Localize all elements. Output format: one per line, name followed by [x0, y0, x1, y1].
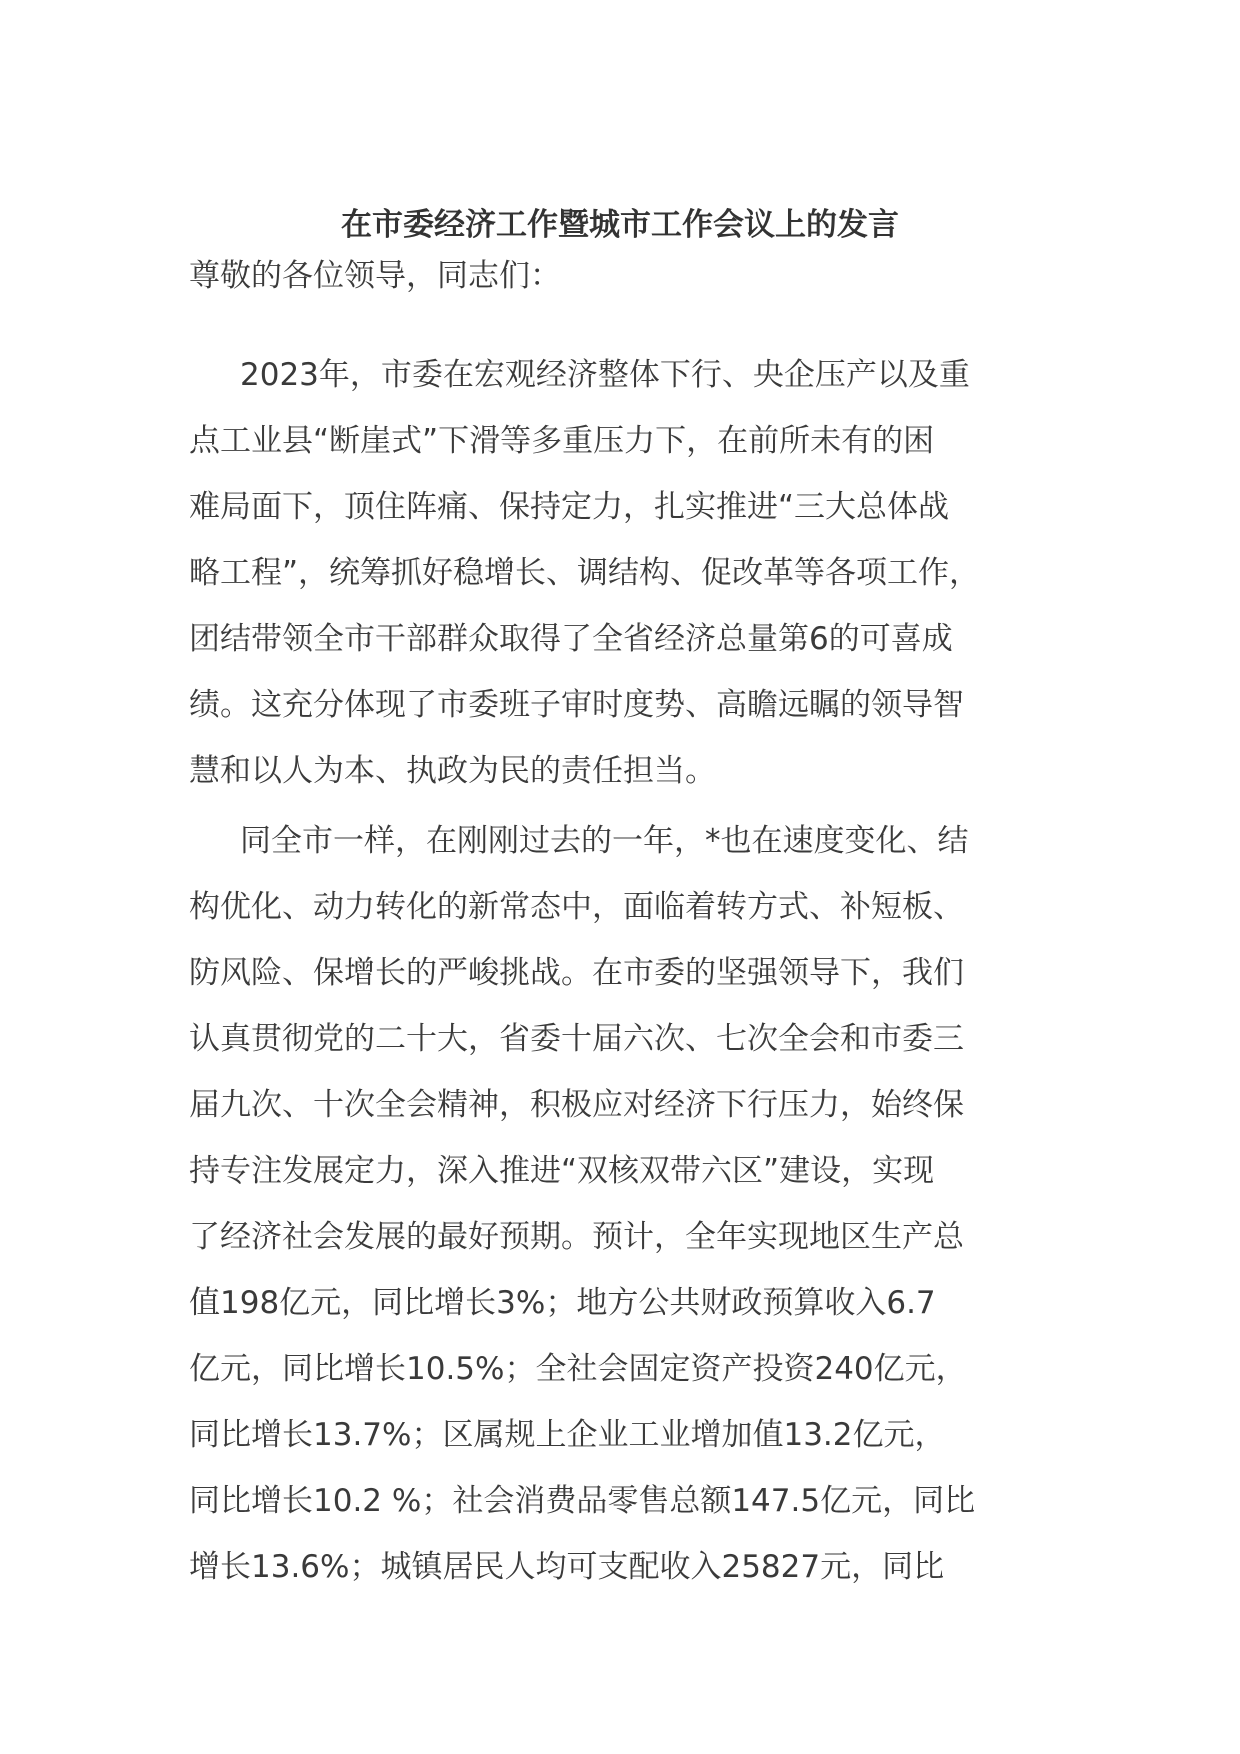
paragraph-line: 点工业县“断崖式”下滑等多重压力下，在前所未有的困 — [189, 423, 935, 459]
paragraph-line: 防风险、保增长的严峻挑战。在市委的坚强领导下，我们 — [189, 955, 964, 991]
paragraph-line: 了经济社会发展的最好预期。预计，全年实现地区生产总 — [189, 1219, 964, 1255]
paragraph-line: 构优化、动力转化的新常态中，面临着转方式、补短板、 — [189, 889, 964, 925]
salutation — [189, 243, 1064, 309]
paragraph-line: 略工程”，统筹抓好稳增长、调结构、促改革等各项工作， — [189, 555, 981, 591]
paragraph-1 — [189, 342, 1064, 804]
paragraph-line: 值198亿元，同比增长3%；地方公共财政预算收入6.7 — [189, 1285, 936, 1321]
paragraph-line: 难局面下，顶住阵痛、保持定力，扎实推进“三大总体战 — [189, 489, 950, 525]
paragraph-line: 增长13.6%；城镇居民人均可支配收入25827元，同比 — [189, 1549, 945, 1585]
paragraph-line: 团结带领全市干部群众取得了全省经济总量第6的可喜成 — [189, 621, 953, 657]
paragraph-line: 同全市一样，在刚刚过去的一年，*也在速度变化、结 — [240, 823, 969, 859]
paragraph-line: 届九次、十次全会精神，积极应对经济下行压力，始终保 — [189, 1087, 964, 1123]
paragraph-line: 亿元，同比增长10.5%；全社会固定资产投资240亿元， — [189, 1351, 967, 1387]
paragraph-line: 绩。这充分体现了市委班子审时度势、高瞻远瞩的领导智 — [189, 687, 964, 723]
document-title: 在市委经济工作暨城市工作会议上的发言 — [341, 207, 899, 243]
paragraph-line: 同比增长13.7%；区属规上企业工业增加值13.2亿元， — [189, 1417, 946, 1453]
paragraph-2 — [189, 808, 1064, 1600]
paragraph-line: 持专注发展定力，深入推进“双核双带六区”建设，实现 — [189, 1153, 935, 1189]
paragraph-line: 同比增长10.2 %；社会消费品零售总额147.5亿元，同比 — [189, 1483, 976, 1519]
paragraph-line: 认真贯彻党的二十大，省委十届六次、七次全会和市委三 — [189, 1021, 964, 1057]
paragraph-line: 慧和以人为本、执政为民的责任担当。 — [189, 753, 716, 789]
salutation-line: 尊敬的各位领导，同志们： — [189, 258, 561, 294]
paragraph-line: 2023年，市委在宏观经济整体下行、央企压产以及重 — [240, 357, 970, 393]
